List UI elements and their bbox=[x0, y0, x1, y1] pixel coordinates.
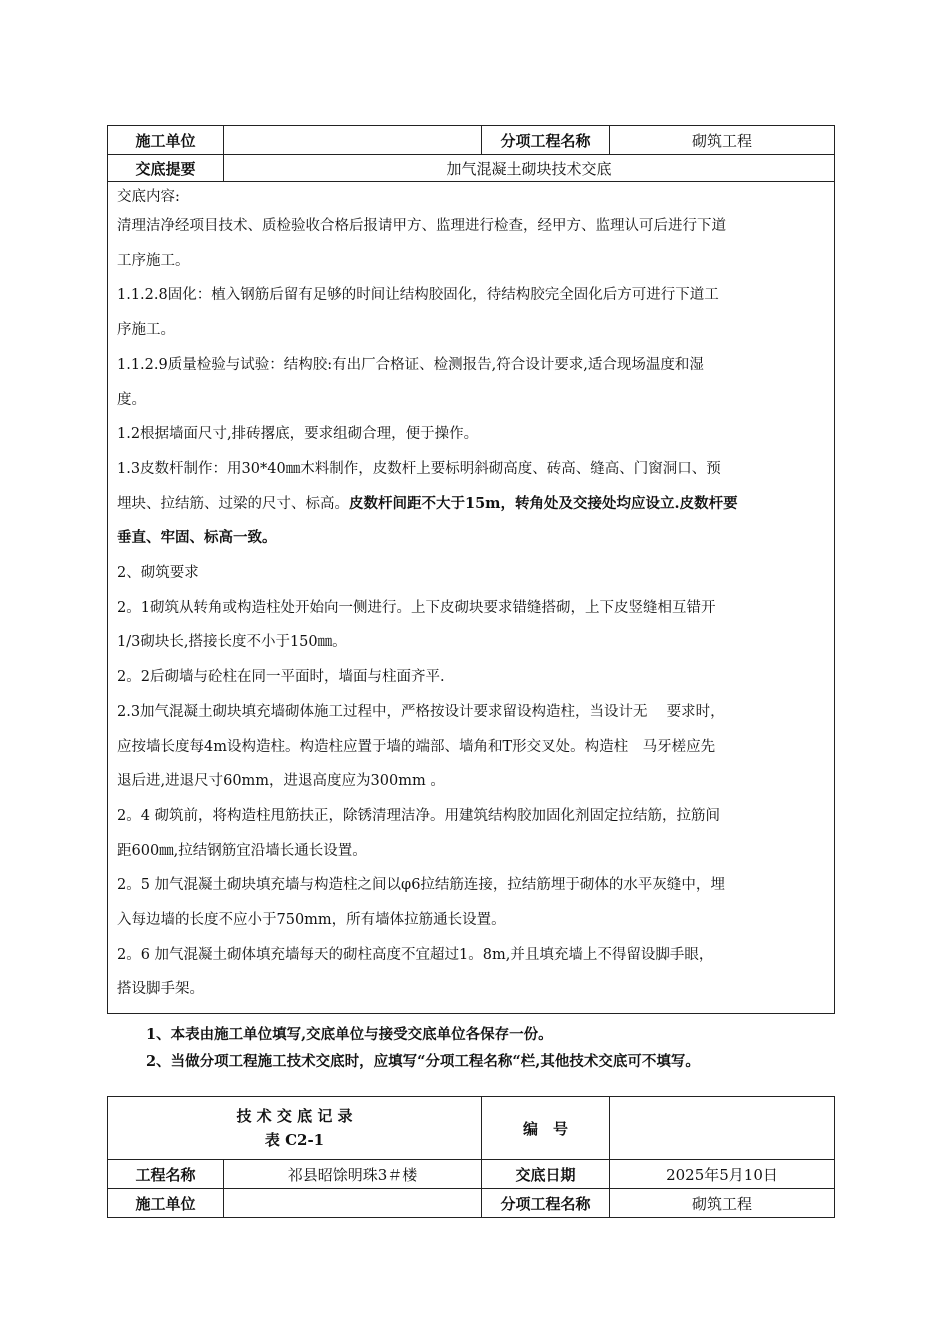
date-value: 2025年5月10日 bbox=[610, 1160, 835, 1189]
content-line: 2.3加气混凝土砌块填充墙砌体施工过程中，严格按设计要求留设构造柱，当设计无 要求时， bbox=[117, 703, 725, 720]
content-line: 2、砌筑要求 bbox=[117, 565, 199, 582]
content-line: 1.2根据墙面尺寸,排砖撂底，要求组砌合理，便于操作。 bbox=[117, 426, 479, 443]
content-line: 应按墙长度每4m设构造柱。构造柱应置于墙的端部、墙角和T形交叉处。构造柱 马牙槎应先 bbox=[117, 738, 716, 755]
footnote: 2、当做分项工程施工技术交底时，应填写“分项工程名称“栏,其他技术交底可不填写。 bbox=[146, 1053, 700, 1070]
content-line: 2。6 加气混凝土砌体填充墙每天的砌柱高度不宜超过1。8m,并且填充墙上不得留设脚手眼， bbox=[117, 946, 714, 963]
row-project bbox=[108, 1160, 835, 1189]
content-line: 1/3砌块长,搭接长度不小于150㎜。 bbox=[117, 634, 347, 651]
content-line: 2。1砌筑从转角或构造柱处开始向一侧进行。上下皮砌块要求错缝搭砌，上下皮竖缝相互错开 bbox=[117, 599, 716, 616]
content-text: 埋块、拉结筋、过梁的尺寸、标高。 bbox=[117, 495, 349, 512]
footnote: 1、本表由施工单位填写,交底单位与接受交底单位各保存一份。 bbox=[146, 1026, 553, 1043]
unit-label: 施工单位 bbox=[108, 126, 224, 155]
content-line: 距600㎜,拉结钢筋宜沿墙长通长设置。 bbox=[117, 842, 367, 859]
content-line: 1.1.2.9质量检验与试验：结构胶:有出厂合格证、检测报告,符合设计要求,适合现场温度和湿 bbox=[117, 356, 704, 373]
content-line: 度。 bbox=[117, 391, 146, 408]
summary-value: 加气混凝土砌块技术交底 bbox=[224, 155, 835, 182]
row-unit bbox=[108, 1189, 835, 1218]
content-heading: 交底内容: bbox=[117, 189, 180, 205]
content-emphasis: 皮数杆间距不大于15m，转角处及交接处均应设立.皮数杆要 bbox=[349, 494, 738, 512]
content-line: 1.1.2.8固化：植入钢筋后留有足够的时间让结构胶固化，待结构胶完全固化后方可进行下道工 bbox=[117, 287, 719, 304]
content-line: 1.3皮数杆制作：用30*40㎜木料制作，皮数杆上要标明斜砌高度、砖高、缝高、门窗洞口、预 bbox=[117, 460, 721, 477]
briefing-content bbox=[108, 182, 835, 1014]
subproject-value: 砌筑工程 bbox=[610, 126, 835, 155]
form-title bbox=[108, 1097, 482, 1160]
content-line: 2。4 砌筑前，将构造柱甩筋扶正，除锈清理洁净。用建筑结构胶加固化剂固定拉结筋，拉筋间 bbox=[117, 807, 721, 824]
content-emphasis-line: 垂直、牢固、标高一致。 bbox=[117, 529, 277, 547]
content-line-mixed bbox=[117, 487, 826, 522]
row-content bbox=[108, 182, 835, 1014]
content-line: 搭设脚手架。 bbox=[117, 981, 204, 998]
content-line: 2。2后砌墙与砼柱在同一平面时，墙面与柱面齐平. bbox=[117, 669, 445, 686]
content-line: 清理洁净经项目技术、质检验收合格后报请甲方、监理进行检查，经甲方、监理认可后进行下道 bbox=[117, 218, 726, 234]
unit-value bbox=[224, 126, 482, 155]
technical-briefing-table-bottom bbox=[107, 1096, 835, 1218]
technical-briefing-table-top bbox=[107, 125, 835, 1014]
date-label: 交底日期 bbox=[482, 1160, 610, 1189]
content-line: 入每边墙的长度不应小于750mm，所有墙体拉筋通长设置。 bbox=[117, 912, 506, 929]
unit-label: 施工单位 bbox=[108, 1189, 224, 1218]
unit-value bbox=[224, 1189, 482, 1218]
row-title bbox=[108, 1097, 835, 1160]
row-summary bbox=[108, 155, 835, 182]
row-unit bbox=[108, 126, 835, 155]
summary-label: 交底提要 bbox=[108, 155, 224, 182]
content-line: 退后进,进退尺寸60mm，进退高度应为300mm 。 bbox=[117, 773, 445, 790]
project-label: 工程名称 bbox=[108, 1160, 224, 1189]
content-line: 工序施工。 bbox=[117, 252, 190, 269]
subproject-label: 分项工程名称 bbox=[482, 1189, 610, 1218]
number-label: 编 号 bbox=[482, 1097, 610, 1160]
content-line: 序施工。 bbox=[117, 322, 175, 339]
number-value bbox=[610, 1097, 835, 1160]
subproject-label: 分项工程名称 bbox=[482, 126, 610, 155]
subproject-value: 砌筑工程 bbox=[610, 1189, 835, 1218]
project-value: 祁县昭馀明珠3＃楼 bbox=[224, 1160, 482, 1189]
form-code: 表 C2-1 bbox=[264, 1131, 325, 1149]
form-title-text: 技 术 交 底 记 录 bbox=[236, 1107, 353, 1125]
content-line: 2。5 加气混凝土砌块填充墙与构造柱之间以φ6拉结筋连接，拉结筋埋于砌体的水平灰缝中，埋 bbox=[117, 877, 725, 894]
